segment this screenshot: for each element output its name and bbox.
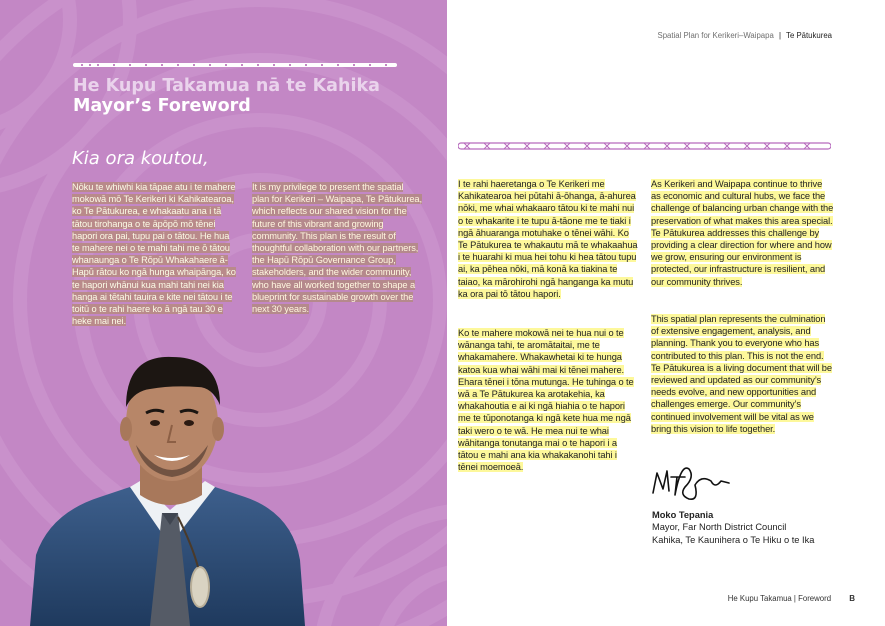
footer-label: He Kupu Takamua | Foreword — [727, 594, 832, 603]
header-section: Te Pātukurea — [786, 31, 832, 40]
paragraph-col3-p1-text: I te rahi haeretanga o Te Kerikeri me Kahikatearoa hei pūtahi ā-ōhanga, ā-ahurea nōki, me whai whakaaro tātou ki te mahi nui o te whakarite i te tupu ā-tāone me te tiaki i ngā āhuaranga motuhake o tēnei wāhi. Ko Te Pātukurea te whakautu mā te whakaahua i te huarahi ki mua hei tohu ki hea tātou tupu ai, ka pēhea nōki, mā konā ka tiakina te taiao, ka mārohirohi ngā hanganga ka mutu ka ora pai tō tātou hapori. — [458, 179, 638, 299]
paragraph-col4-english-1 — [651, 178, 834, 288]
paragraph-col2-english — [252, 181, 423, 315]
header-doc-title: Spatial Plan for Kerikeri–Waipapa — [657, 31, 774, 40]
paragraph-col2-text: It is my privilege to present the spatial plan for Kerikeri – Waipapa, Te Pātukurea, which reflects our shared vision for the future of this vibrant and growing community. This plan is the result of thoughtful collaboration with our partners, the Hapū Rōpū Governance Group, stakeholders, and the wider community, who have all worked together to shape a blueprint for sustainable growth over the next 30 years. — [252, 182, 422, 315]
page-header — [658, 31, 832, 40]
greeting: Kia ora koutou, — [72, 148, 209, 169]
title-maori: He Kupu Takamua nā te Kahika — [73, 76, 380, 96]
title-english: Mayor’s Foreword — [73, 96, 251, 116]
page-number: B — [849, 594, 855, 603]
tukutuku-border-top — [73, 60, 397, 70]
paragraph-col4-p2-text: This spatial plan represents the culmination of extensive engagement, analysis, and planning. Thank you to everyone who has contributed to this plan. This is not the end. Te Pātukurea is a living document that will be reviewed and updated as our community’s needs evolve, and new opportunities and challenges emerge. Our community’s continued involvement will be vital as we bring this vision to life together. — [651, 314, 832, 434]
tukutuku-border-right — [458, 141, 831, 151]
mayor-signature — [651, 455, 731, 505]
header-separator: | — [778, 31, 782, 40]
paragraph-col1-maori — [72, 181, 239, 327]
mayor-portrait — [30, 345, 305, 626]
paragraph-col4-p1-text: As Kerikeri and Waipapa continue to thrive as economic and cultural hubs, we face the challenge of balancing urban change with the preservation of what makes this area special. Te Pātukurea addresses this challenge by providing a clear direction for where and how we grow, ensuring our environment is protected, our infrastructure is resilient, and our community thrives. — [651, 179, 834, 287]
signatory-role-maori: Kahika, Te Kaunihera o Te Hiku o te Ika — [652, 535, 815, 545]
paragraph-col3-maori-2 — [458, 327, 638, 473]
signatory-name: Moko Tepania — [652, 510, 714, 520]
paragraph-col1-text: Nōku te whiwhi kia tāpae atu i te mahere mokowā mō Te Kerikeri ki Kahikatearoa, ko Te Pātukurea, e whakaatu ana i tā tātou tirohanga o te āpōpō mō tēnei hapori ora pai, tupu pai o tātou. He hua te mahere nei o te mahi tahi me ō tātou whanaunga o Te Rōpū Whakahaere ā-Hapū rātou ko ngā hunga whaipānga, ko te hapori whānui kua mahi tahi nei kia hanga ai tētahi tauira e kite nei tātou i te toitū o te rahi haere ko ā ngā tau 30 e heke mai nei. — [72, 182, 236, 327]
page-footer — [728, 594, 855, 603]
paragraph-col4-english-2 — [651, 313, 834, 435]
paragraph-col3-p2-text: Ko te mahere mokowā nei te hua nui o te wānanga tahi, te aromātaitai, me te whakamahere. Whakawhetai ki te hunga katoa kua whai wāhi mai ki tēnei mahere. Ehara tēnei i tōna mutunga. He tuhinga o te wā a Te Pātukurea ka arotakehia, ka whakahoutia e ai ki ngā hiahia o te hapori me te tūponotanga ki ngā kete hua me ngā taki wero o te wā. He mea nui te whai wāhitanga tonutanga mai o te hapori i a tātou e mahi ana kia whakakanohi tahi i tēnei moemoeā. — [458, 328, 634, 473]
paragraph-col3-maori-1 — [458, 178, 638, 300]
signatory-role-english: Mayor, Far North District Council — [652, 522, 787, 532]
